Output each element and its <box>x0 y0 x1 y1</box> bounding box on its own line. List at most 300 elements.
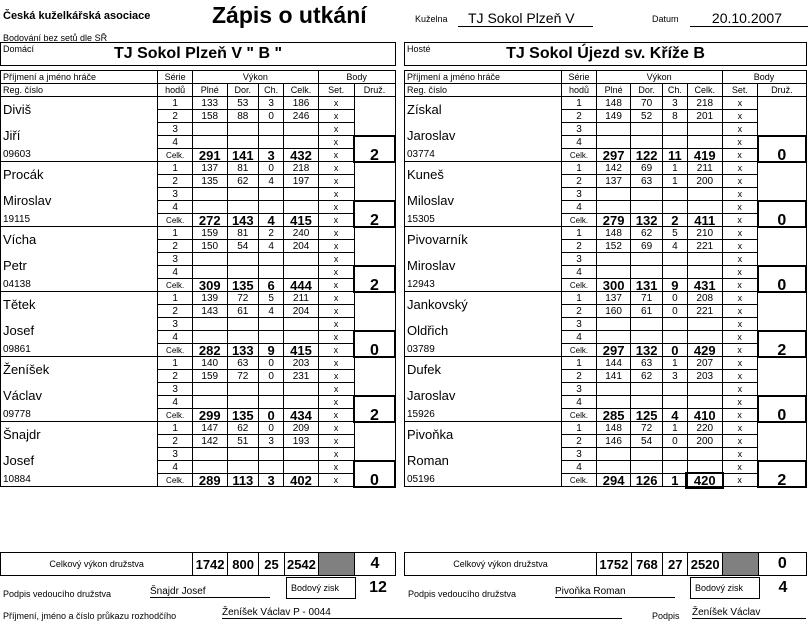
set-mark[interactable]: x <box>318 409 354 422</box>
player-surname[interactable]: Tětek <box>1 292 158 318</box>
series-miss[interactable]: 1 <box>662 175 687 188</box>
player-firstname[interactable]: Petr <box>1 253 158 279</box>
series-total[interactable]: 203 <box>687 370 722 383</box>
series-total[interactable] <box>687 123 722 136</box>
set-mark[interactable]: x <box>722 136 758 149</box>
set-mark[interactable]: x <box>722 474 758 487</box>
series-full[interactable]: 140 <box>192 357 227 370</box>
player-firstname[interactable]: Josef <box>1 448 158 474</box>
series-miss[interactable] <box>259 253 284 266</box>
player-surname[interactable]: Procák <box>1 162 158 188</box>
player-total-full[interactable]: 282 <box>192 344 227 357</box>
series-full[interactable]: 137 <box>596 292 631 305</box>
series-miss[interactable] <box>662 123 687 136</box>
series-full[interactable] <box>596 383 631 396</box>
series-full[interactable]: 141 <box>596 370 631 383</box>
player-surname[interactable]: Dufek <box>405 357 562 383</box>
series-miss[interactable] <box>259 266 284 279</box>
series-total[interactable]: 209 <box>284 422 319 435</box>
player-total-clear[interactable]: 125 <box>631 409 662 422</box>
series-total[interactable]: 218 <box>687 97 722 110</box>
series-miss[interactable]: 1 <box>662 357 687 370</box>
date-field[interactable]: 20.10.2007 <box>690 10 808 27</box>
series-full[interactable]: 143 <box>192 305 227 318</box>
set-mark[interactable]: x <box>318 240 354 253</box>
series-clear[interactable] <box>227 253 258 266</box>
away-team-points[interactable]: 0 <box>758 553 806 576</box>
player-reg-number[interactable]: 05196 <box>405 474 562 487</box>
set-mark[interactable]: x <box>722 240 758 253</box>
set-mark[interactable]: x <box>722 331 758 344</box>
home-total-miss[interactable]: 25 <box>259 553 284 576</box>
set-mark[interactable]: x <box>722 318 758 331</box>
player-total-clear[interactable]: 143 <box>227 214 258 227</box>
series-total[interactable]: 203 <box>284 357 319 370</box>
series-clear[interactable] <box>227 331 258 344</box>
series-miss[interactable] <box>662 253 687 266</box>
away-leader-field[interactable]: Pivoňka Roman <box>555 586 675 598</box>
series-full[interactable] <box>192 201 227 214</box>
sign-field[interactable]: Ženíšek Václav <box>692 607 806 619</box>
set-mark[interactable]: x <box>722 175 758 188</box>
player-total-full[interactable]: 279 <box>596 214 631 227</box>
venue-field[interactable]: TJ Sokol Plzeň V <box>458 10 593 27</box>
player-total-miss[interactable]: 3 <box>259 474 284 487</box>
series-clear[interactable]: 51 <box>227 435 258 448</box>
player-total-clear[interactable]: 133 <box>227 344 258 357</box>
series-full[interactable]: 133 <box>192 97 227 110</box>
series-miss[interactable] <box>259 448 284 461</box>
series-clear[interactable]: 63 <box>631 175 662 188</box>
player-total-full[interactable]: 297 <box>596 149 631 162</box>
series-miss[interactable]: 0 <box>662 435 687 448</box>
series-clear[interactable]: 54 <box>631 435 662 448</box>
player-surname[interactable]: Pivovarník <box>405 227 562 253</box>
set-mark[interactable]: x <box>722 162 758 175</box>
series-clear[interactable]: 72 <box>631 422 662 435</box>
player-firstname[interactable]: Miroslav <box>405 253 562 279</box>
series-clear[interactable] <box>631 461 662 474</box>
series-full[interactable]: 152 <box>596 240 631 253</box>
series-miss[interactable]: 0 <box>259 370 284 383</box>
series-full[interactable]: 146 <box>596 435 631 448</box>
series-miss[interactable]: 4 <box>259 305 284 318</box>
series-full[interactable] <box>596 136 631 149</box>
home-team-name[interactable]: TJ Sokol Plzeň V " B " <box>113 45 283 62</box>
player-total-sum[interactable]: 415 <box>284 344 319 357</box>
set-mark[interactable]: x <box>722 123 758 136</box>
series-clear[interactable]: 88 <box>227 110 258 123</box>
series-miss[interactable] <box>259 136 284 149</box>
away-total-clear[interactable]: 768 <box>631 553 662 576</box>
series-clear[interactable]: 62 <box>227 175 258 188</box>
player-points[interactable]: 0 <box>354 331 395 357</box>
series-miss[interactable] <box>259 188 284 201</box>
player-points[interactable]: 2 <box>354 396 395 422</box>
series-full[interactable] <box>596 188 631 201</box>
series-miss[interactable]: 1 <box>662 422 687 435</box>
series-miss[interactable]: 8 <box>662 110 687 123</box>
player-total-miss[interactable]: 6 <box>259 279 284 292</box>
series-miss[interactable] <box>259 318 284 331</box>
series-miss[interactable]: 4 <box>259 240 284 253</box>
series-total[interactable]: 201 <box>687 110 722 123</box>
series-clear[interactable] <box>631 396 662 409</box>
player-surname[interactable]: Vícha <box>1 227 158 253</box>
series-miss[interactable] <box>662 201 687 214</box>
series-total[interactable]: 200 <box>687 435 722 448</box>
series-total[interactable] <box>284 331 319 344</box>
player-total-clear[interactable]: 132 <box>631 344 662 357</box>
player-reg-number[interactable]: 10884 <box>1 474 158 487</box>
set-mark[interactable]: x <box>318 357 354 370</box>
player-total-miss[interactable]: 0 <box>259 409 284 422</box>
series-clear[interactable] <box>631 253 662 266</box>
set-mark[interactable]: x <box>318 214 354 227</box>
set-mark[interactable]: x <box>722 357 758 370</box>
series-full[interactable]: 144 <box>596 357 631 370</box>
player-total-miss[interactable]: 9 <box>259 344 284 357</box>
series-miss[interactable]: 0 <box>259 110 284 123</box>
away-zisk-value[interactable]: 4 <box>778 579 788 596</box>
player-reg-number[interactable]: 15305 <box>405 214 562 227</box>
player-total-miss[interactable]: 9 <box>662 279 687 292</box>
player-total-full[interactable]: 289 <box>192 474 227 487</box>
player-firstname[interactable]: Roman <box>405 448 562 474</box>
series-miss[interactable]: 5 <box>662 227 687 240</box>
series-miss[interactable] <box>662 318 687 331</box>
series-miss[interactable] <box>662 331 687 344</box>
series-total[interactable]: 204 <box>284 240 319 253</box>
player-reg-number[interactable]: 15926 <box>405 409 562 422</box>
series-total[interactable] <box>687 331 722 344</box>
set-mark[interactable]: x <box>722 149 758 162</box>
series-miss[interactable]: 4 <box>662 240 687 253</box>
set-mark[interactable]: x <box>722 422 758 435</box>
series-total[interactable]: 207 <box>687 357 722 370</box>
series-miss[interactable] <box>662 266 687 279</box>
player-total-miss[interactable]: 4 <box>662 409 687 422</box>
series-total[interactable]: 204 <box>284 305 319 318</box>
player-reg-number[interactable]: 19115 <box>1 214 158 227</box>
series-miss[interactable] <box>662 136 687 149</box>
series-clear[interactable] <box>631 201 662 214</box>
series-total[interactable]: 246 <box>284 110 319 123</box>
series-clear[interactable]: 54 <box>227 240 258 253</box>
series-miss[interactable]: 3 <box>259 435 284 448</box>
player-total-full[interactable]: 309 <box>192 279 227 292</box>
set-mark[interactable]: x <box>318 474 354 487</box>
set-mark[interactable]: x <box>722 435 758 448</box>
player-total-sum[interactable]: 420 <box>687 474 722 487</box>
home-leader-field[interactable]: Šnajdr Josef <box>150 586 270 598</box>
player-total-clear[interactable]: 131 <box>631 279 662 292</box>
player-total-sum[interactable]: 415 <box>284 214 319 227</box>
set-mark[interactable]: x <box>318 188 354 201</box>
series-clear[interactable] <box>631 318 662 331</box>
set-mark[interactable]: x <box>722 279 758 292</box>
series-clear[interactable] <box>631 448 662 461</box>
series-clear[interactable]: 62 <box>227 422 258 435</box>
player-points[interactable]: 2 <box>354 266 395 292</box>
series-clear[interactable]: 81 <box>227 227 258 240</box>
series-total[interactable]: 221 <box>687 240 722 253</box>
series-full[interactable]: 160 <box>596 305 631 318</box>
player-total-clear[interactable]: 126 <box>631 474 662 487</box>
player-total-miss[interactable]: 4 <box>259 214 284 227</box>
series-clear[interactable] <box>631 123 662 136</box>
set-mark[interactable]: x <box>318 123 354 136</box>
series-full[interactable]: 135 <box>192 175 227 188</box>
set-mark[interactable]: x <box>722 409 758 422</box>
player-total-miss[interactable]: 1 <box>662 474 687 487</box>
set-mark[interactable]: x <box>318 383 354 396</box>
series-total[interactable] <box>284 136 319 149</box>
set-mark[interactable]: x <box>722 305 758 318</box>
series-full[interactable] <box>596 461 631 474</box>
series-miss[interactable]: 0 <box>259 422 284 435</box>
series-clear[interactable]: 70 <box>631 97 662 110</box>
series-miss[interactable] <box>662 448 687 461</box>
series-full[interactable] <box>596 123 631 136</box>
series-total[interactable]: 200 <box>687 175 722 188</box>
player-total-clear[interactable]: 113 <box>227 474 258 487</box>
set-mark[interactable]: x <box>318 318 354 331</box>
player-total-clear[interactable]: 132 <box>631 214 662 227</box>
set-mark[interactable]: x <box>318 279 354 292</box>
series-total[interactable] <box>284 383 319 396</box>
series-full[interactable]: 159 <box>192 227 227 240</box>
series-total[interactable] <box>687 461 722 474</box>
set-mark[interactable]: x <box>722 97 758 110</box>
set-mark[interactable]: x <box>722 292 758 305</box>
series-full[interactable] <box>596 448 631 461</box>
player-reg-number[interactable]: 03789 <box>405 344 562 357</box>
series-miss[interactable] <box>259 396 284 409</box>
away-total-sum[interactable]: 2520 <box>688 553 723 576</box>
series-miss[interactable] <box>259 331 284 344</box>
series-full[interactable]: 148 <box>596 227 631 240</box>
player-total-sum[interactable]: 431 <box>687 279 722 292</box>
set-mark[interactable]: x <box>318 266 354 279</box>
home-zisk-value[interactable]: 12 <box>369 579 387 596</box>
series-miss[interactable]: 0 <box>662 292 687 305</box>
series-total[interactable] <box>284 201 319 214</box>
series-clear[interactable] <box>227 383 258 396</box>
series-full[interactable]: 137 <box>596 175 631 188</box>
set-mark[interactable]: x <box>722 227 758 240</box>
series-clear[interactable]: 69 <box>631 162 662 175</box>
series-miss[interactable]: 0 <box>662 305 687 318</box>
series-miss[interactable] <box>662 188 687 201</box>
set-mark[interactable]: x <box>318 331 354 344</box>
set-mark[interactable]: x <box>318 97 354 110</box>
series-total[interactable] <box>284 318 319 331</box>
player-total-miss[interactable]: 11 <box>662 149 687 162</box>
series-clear[interactable] <box>227 123 258 136</box>
series-total[interactable] <box>687 136 722 149</box>
set-mark[interactable]: x <box>722 396 758 409</box>
player-total-sum[interactable]: 419 <box>687 149 722 162</box>
player-firstname[interactable]: Jaroslav <box>405 123 562 149</box>
player-firstname[interactable]: Miroslav <box>1 188 158 214</box>
series-miss[interactable]: 5 <box>259 292 284 305</box>
player-firstname[interactable]: Miloslav <box>405 188 562 214</box>
set-mark[interactable]: x <box>318 396 354 409</box>
series-clear[interactable]: 72 <box>227 292 258 305</box>
series-total[interactable]: 211 <box>687 162 722 175</box>
player-points[interactable]: 2 <box>354 136 395 162</box>
series-total[interactable] <box>687 188 722 201</box>
series-full[interactable] <box>192 383 227 396</box>
set-mark[interactable]: x <box>722 253 758 266</box>
series-full[interactable] <box>596 253 631 266</box>
series-total[interactable]: 197 <box>284 175 319 188</box>
player-reg-number[interactable]: 09861 <box>1 344 158 357</box>
player-total-sum[interactable]: 402 <box>284 474 319 487</box>
set-mark[interactable]: x <box>722 214 758 227</box>
series-total[interactable]: 210 <box>687 227 722 240</box>
series-miss[interactable]: 1 <box>662 162 687 175</box>
series-miss[interactable]: 2 <box>259 227 284 240</box>
series-full[interactable]: 148 <box>596 422 631 435</box>
series-total[interactable] <box>284 461 319 474</box>
series-miss[interactable] <box>662 396 687 409</box>
series-clear[interactable]: 62 <box>631 370 662 383</box>
series-miss[interactable]: 0 <box>259 162 284 175</box>
series-full[interactable]: 137 <box>192 162 227 175</box>
away-team-name[interactable]: TJ Sokol Újezd sv. Kříže B <box>506 45 705 62</box>
series-miss[interactable]: 3 <box>259 97 284 110</box>
series-full[interactable]: 142 <box>596 162 631 175</box>
series-total[interactable]: 186 <box>284 97 319 110</box>
series-full[interactable]: 148 <box>596 97 631 110</box>
player-total-sum[interactable]: 444 <box>284 279 319 292</box>
set-mark[interactable]: x <box>318 201 354 214</box>
player-points[interactable]: 0 <box>758 266 806 292</box>
player-total-full[interactable]: 300 <box>596 279 631 292</box>
series-miss[interactable] <box>662 461 687 474</box>
set-mark[interactable]: x <box>722 110 758 123</box>
player-reg-number[interactable]: 03774 <box>405 149 562 162</box>
player-total-full[interactable]: 285 <box>596 409 631 422</box>
series-clear[interactable]: 71 <box>631 292 662 305</box>
player-reg-number[interactable]: 09603 <box>1 149 158 162</box>
series-clear[interactable]: 61 <box>227 305 258 318</box>
series-full[interactable] <box>192 318 227 331</box>
series-clear[interactable] <box>227 396 258 409</box>
player-total-miss[interactable]: 2 <box>662 214 687 227</box>
series-full[interactable] <box>192 136 227 149</box>
set-mark[interactable]: x <box>318 292 354 305</box>
set-mark[interactable]: x <box>318 448 354 461</box>
series-total[interactable] <box>284 188 319 201</box>
player-total-clear[interactable]: 135 <box>227 279 258 292</box>
series-full[interactable]: 142 <box>192 435 227 448</box>
series-total[interactable] <box>284 448 319 461</box>
series-full[interactable]: 147 <box>192 422 227 435</box>
series-clear[interactable]: 61 <box>631 305 662 318</box>
set-mark[interactable]: x <box>318 149 354 162</box>
series-clear[interactable]: 52 <box>631 110 662 123</box>
player-surname[interactable]: Diviš <box>1 97 158 123</box>
series-miss[interactable]: 3 <box>662 97 687 110</box>
player-total-clear[interactable]: 141 <box>227 149 258 162</box>
series-clear[interactable] <box>631 188 662 201</box>
series-clear[interactable] <box>227 266 258 279</box>
player-total-sum[interactable]: 429 <box>687 344 722 357</box>
player-firstname[interactable]: Oldřich <box>405 318 562 344</box>
player-points[interactable]: 0 <box>354 461 395 487</box>
player-firstname[interactable]: Jaroslav <box>405 383 562 409</box>
player-total-sum[interactable]: 432 <box>284 149 319 162</box>
home-team-points[interactable]: 4 <box>354 553 395 576</box>
set-mark[interactable]: x <box>318 305 354 318</box>
series-total[interactable] <box>687 396 722 409</box>
series-clear[interactable]: 63 <box>227 357 258 370</box>
set-mark[interactable]: x <box>318 253 354 266</box>
set-mark[interactable]: x <box>722 344 758 357</box>
player-total-sum[interactable]: 434 <box>284 409 319 422</box>
player-reg-number[interactable]: 12943 <box>405 279 562 292</box>
series-full[interactable] <box>596 318 631 331</box>
player-total-clear[interactable]: 122 <box>631 149 662 162</box>
player-total-miss[interactable]: 0 <box>662 344 687 357</box>
set-mark[interactable]: x <box>722 201 758 214</box>
series-total[interactable] <box>687 383 722 396</box>
player-total-full[interactable]: 294 <box>596 474 631 487</box>
series-clear[interactable] <box>631 136 662 149</box>
player-points[interactable]: 2 <box>354 201 395 227</box>
player-total-full[interactable]: 297 <box>596 344 631 357</box>
series-miss[interactable] <box>259 201 284 214</box>
series-clear[interactable]: 53 <box>227 97 258 110</box>
series-total[interactable]: 221 <box>687 305 722 318</box>
series-full[interactable] <box>192 331 227 344</box>
home-total-clear[interactable]: 800 <box>227 553 259 576</box>
series-miss[interactable]: 0 <box>259 357 284 370</box>
series-total[interactable]: 231 <box>284 370 319 383</box>
series-full[interactable]: 159 <box>192 370 227 383</box>
player-total-full[interactable]: 299 <box>192 409 227 422</box>
home-total-full[interactable]: 1742 <box>193 553 228 576</box>
set-mark[interactable]: x <box>318 227 354 240</box>
series-clear[interactable] <box>631 331 662 344</box>
player-reg-number[interactable]: 09778 <box>1 409 158 422</box>
series-full[interactable] <box>192 123 227 136</box>
series-total[interactable] <box>284 123 319 136</box>
player-total-sum[interactable]: 410 <box>687 409 722 422</box>
series-total[interactable]: 193 <box>284 435 319 448</box>
away-total-full[interactable]: 1752 <box>597 553 632 576</box>
referee-field[interactable]: Ženíšek Václav P - 0044 <box>222 607 622 619</box>
series-total[interactable] <box>687 201 722 214</box>
player-points[interactable]: 2 <box>758 461 806 487</box>
series-total[interactable]: 220 <box>687 422 722 435</box>
series-full[interactable] <box>192 188 227 201</box>
set-mark[interactable]: x <box>318 110 354 123</box>
series-total[interactable] <box>687 266 722 279</box>
series-miss[interactable] <box>259 461 284 474</box>
player-total-full[interactable]: 291 <box>192 149 227 162</box>
series-clear[interactable] <box>227 448 258 461</box>
player-total-full[interactable]: 272 <box>192 214 227 227</box>
away-total-miss[interactable]: 27 <box>663 553 688 576</box>
series-total[interactable]: 211 <box>284 292 319 305</box>
series-total[interactable] <box>687 253 722 266</box>
series-clear[interactable] <box>227 188 258 201</box>
player-points[interactable]: 2 <box>758 331 806 357</box>
